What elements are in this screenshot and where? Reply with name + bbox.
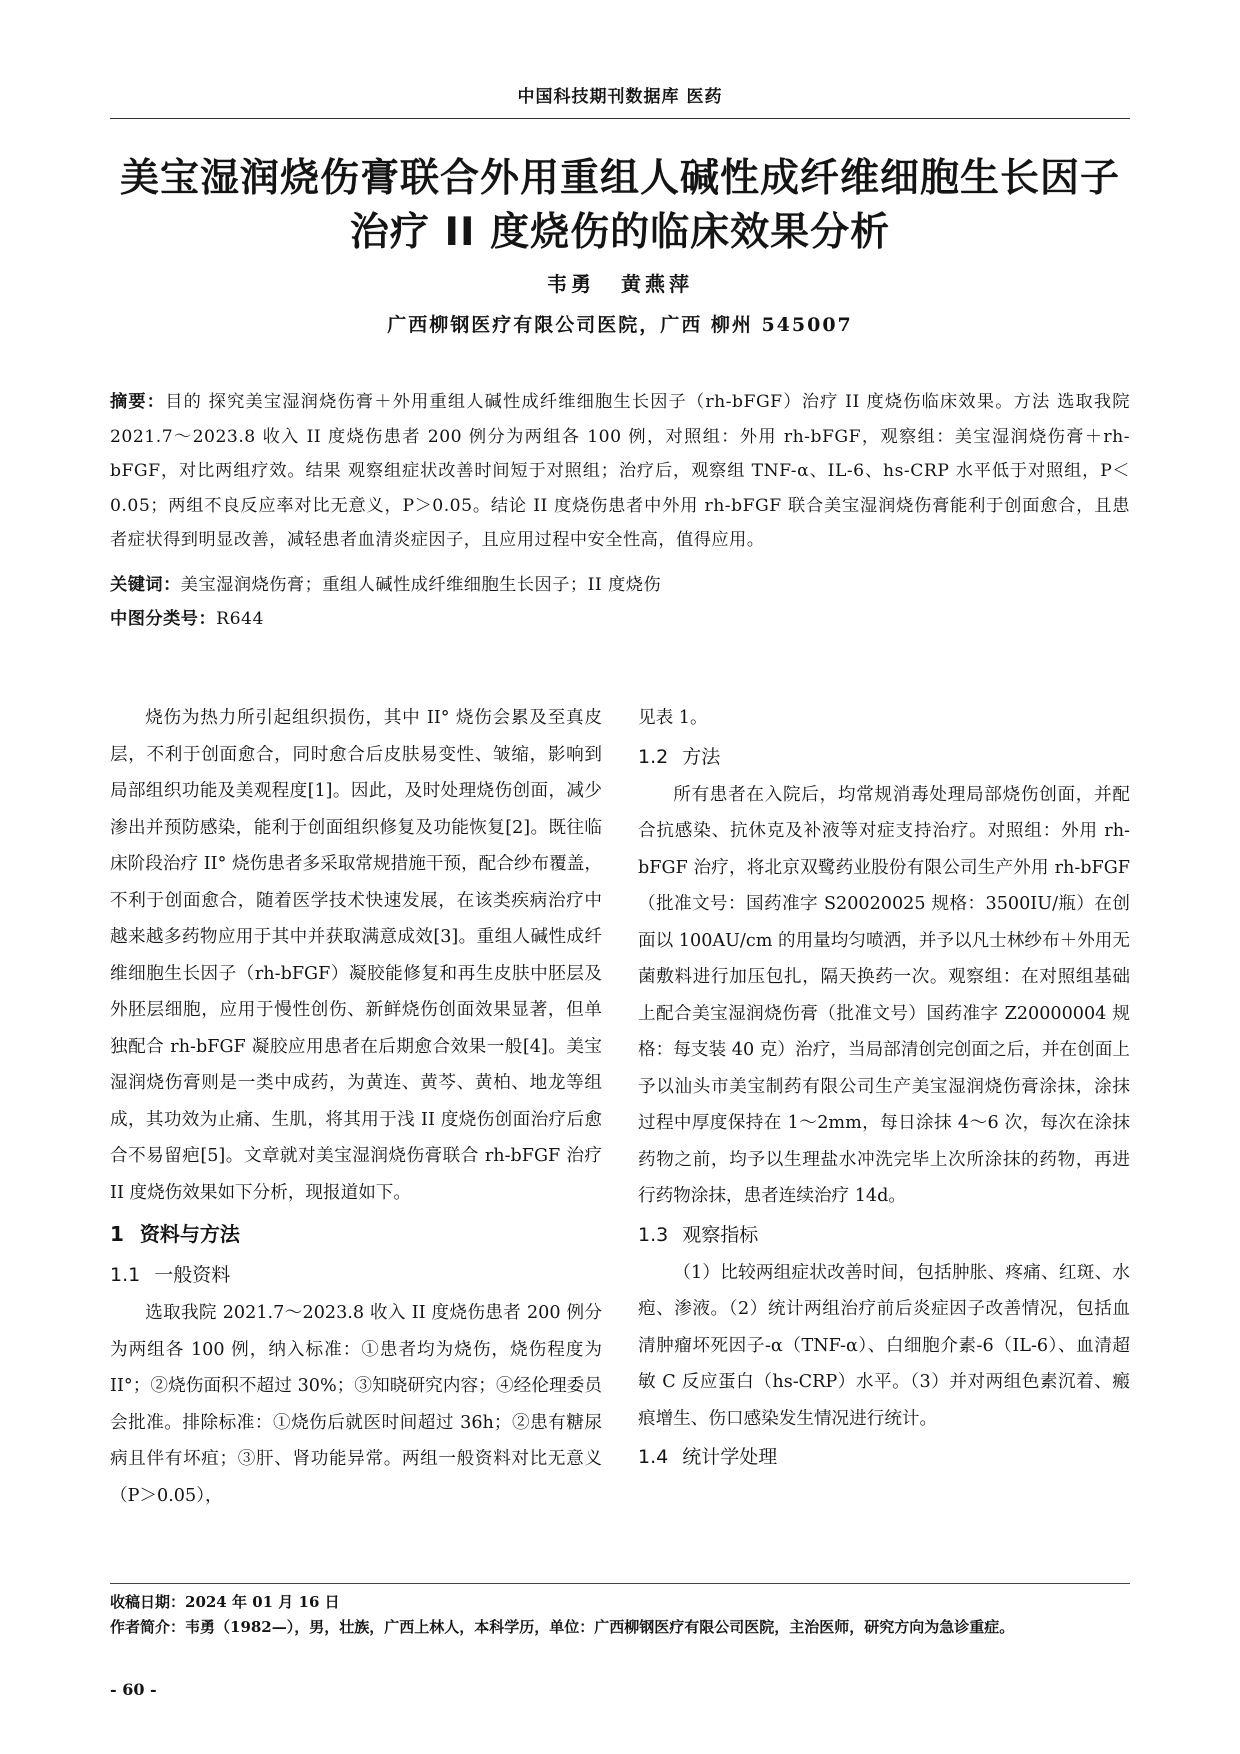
section-number: 1.4 <box>638 1446 669 1468</box>
section-number: 1 <box>110 1222 124 1246</box>
section-title: 资料与方法 <box>139 1222 240 1246</box>
section-title: 一般资料 <box>154 1264 231 1286</box>
section-title: 方法 <box>682 745 721 768</box>
clc-line <box>110 602 1130 637</box>
journal-header: 中国科技期刊数据库 医药 <box>110 84 1130 119</box>
right-column <box>638 700 1130 1560</box>
keywords-line <box>110 568 1130 603</box>
methods-paragraph: 所有患者在入院后，均常规消毒处理局部烧伤创面，并配合抗感染、抗休克及补液等对症支持治疗。对照组：外用 rh-bFGF 治疗，将北京双鹭药业股份有限公司生产外用 rh-bFGF（批准文号：国药准字 S20020025 规格：3500IU/瓶）在创面以 100AU/cm 的用量均匀喷洒，并予以凡士林纱布＋外用无菌敷料进行加压包扎，隔天换药一次。观察组：在对照组基础上配合美宝湿润烧伤膏（批准文号）国药准字 Z20000004 规格：每支装 40 克）治疗，当局部清创完创面之后，并在创面上予以汕头市美宝制药有限公司生产美宝湿润烧伤膏涂抹，涂抹过程中厚度保持在 1～2mm，每日涂抹 4～6 次，每次在涂抹药物之前，均予以生理盐水冲洗完毕上次所涂抹的药物，再进行药物涂抹，患者连续治疗 14d。 <box>638 784 1130 1206</box>
affiliation: 广西柳钢医疗有限公司医院，广西 柳州 545007 <box>387 314 853 336</box>
continuation-text: 见表 1。 <box>638 708 708 728</box>
section-number: 1.3 <box>638 1223 669 1246</box>
page-number: - 60 - <box>110 1680 157 1699</box>
keywords-text: 美宝湿润烧伤膏；重组人碱性成纤维细胞生长因子；II 度烧伤 <box>180 574 662 595</box>
section-number: 1.2 <box>638 745 669 768</box>
section-1-4-heading <box>638 1439 1130 1475</box>
indicators-paragraph: （1）比较两组症状改善时间，包括肿胀、疼痛、红斑、水疱、渗液。（2）统计两组治疗前后炎症因子改善情况，包括血清肿瘤坏死因子-α（TNF-α）、白细胞介素-6（IL-6）、血清超敏 C 反应蛋白（hs-CRP）水平。（3）并对两组色素沉着、瘢痕增生、伤口感染发生情况进行统计。 <box>638 1262 1130 1429</box>
received-date: 收稿日期：2024 年 01 月 16 日 <box>110 1593 340 1611</box>
intro-paragraph: 烧伤为热力所引起组织损伤，其中 II° 烧伤会累及至真皮层，不利于创面愈合，同时愈合后皮肤易变性、皱缩，影响到局部组织功能及美观程度[1]。因此，及时处理烧伤创面，减少渗出并预防感染，能利于创面组织修复及功能恢复[2]。既往临床阶段治疗 II° 烧伤患者多采取常规措施干预，配合纱布覆盖，不利于创面愈合，随着医学技术快速发展，在该类疾病治疗中越来越多药物应用于其中并获取满意成效[3]。重组人碱性成纤维细胞生长因子（rh-bFGF）凝胶能修复和再生皮肤中胚层及外胚层细胞，应用于慢性创伤、新鲜烧伤创面效果显著，但单独配合 rh-bFGF 凝胶应用患者在后期愈合效果一般[4]。美宝湿润烧伤膏则是一类中成药，为黄连、黄芩、黄柏、地龙等组成，其功效为止痛、生肌，将其用于浅 II 度烧伤创面治疗后愈合不易留疤[5]。文章就对美宝湿润烧伤膏联合 rh-bFGF 治疗 II 度烧伤效果如下分析，现报道如下。 <box>110 708 602 1203</box>
general-data-paragraph: 选取我院 2021.7～2023.8 收入 II 度烧伤患者 200 例分为两组各 100 例，纳入标准：①患者均为烧伤，烧伤程度为 II°；②烧伤面积不超过 30%；③知晓研究内容；④经伦理委员会批准。排除标准：①烧伤后就医时间超过 36h；②患有糖尿病且伴有坏疽；③肝、肾功能异常。两组一般资料对比无意义（P＞0.05）， <box>110 1303 602 1506</box>
abstract-label: 摘要： <box>110 392 166 412</box>
footnotes <box>110 1583 1130 1640</box>
keywords-label: 关键词： <box>110 574 181 595</box>
body-columns <box>110 700 1130 1560</box>
clc-code: R644 <box>216 609 264 629</box>
clc-label: 中图分类号： <box>110 609 217 629</box>
author-name: 韦勇 <box>547 272 595 296</box>
section-number: 1.1 <box>110 1264 141 1286</box>
section-title: 统计学处理 <box>682 1446 778 1468</box>
abstract-paragraph <box>110 385 1130 558</box>
author-name: 黄燕萍 <box>621 272 693 296</box>
section-1-1-heading <box>110 1257 602 1293</box>
left-column <box>110 700 602 1560</box>
section-1-heading <box>110 1216 602 1252</box>
author-list <box>0 268 1240 297</box>
author-bio: 作者简介：韦勇（1982—），男，壮族，广西上林人，本科学历，单位：广西柳钢医疗有限公司医院，主治医师，研究方向为急诊重症。 <box>110 1618 1015 1636</box>
article-title: 美宝湿润烧伤膏联合外用重组人碱性成纤维细胞生长因子治疗 II 度烧伤的临床效果分析 <box>119 156 1120 255</box>
section-1-2-heading <box>638 739 1130 775</box>
abstract-text: 目的 探究美宝湿润烧伤膏＋外用重组人碱性成纤维细胞生长因子（rh-bFGF）治疗 II 度烧伤临床效果。方法 选取我院 2021.7～2023.8 收入 II 度烧伤患者 200 例分为两组各 100 例，对照组：外用 rh-bFGF，观察组：美宝湿润烧伤膏＋rh-bFGF，对比两组疗效。结果 观察组症状改善时间短于对照组；治疗后，观察组 TNF-α、IL-6、hs-CRP 水平低于对照组，P＜0.05；两组不良反应率对比无意义，P＞0.05。结论 II 度烧伤患者中外用 rh-bFGF 联合美宝湿润烧伤膏能利于创面愈合，且患者症状得到明显改善，减轻患者血清炎症因子，且应用过程中安全性高，值得应用。 <box>110 392 1130 550</box>
section-title: 观察指标 <box>682 1223 759 1246</box>
abstract-block <box>110 385 1130 637</box>
section-1-3-heading <box>638 1217 1130 1253</box>
